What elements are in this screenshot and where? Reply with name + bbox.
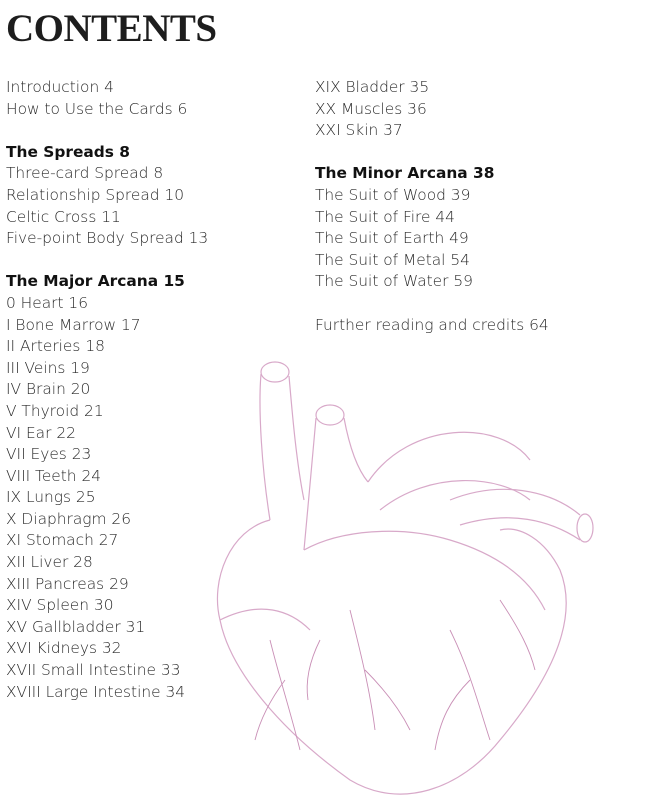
toc-entry: The Suit of Wood 39 bbox=[315, 185, 471, 204]
spacer bbox=[315, 142, 549, 164]
vessel-outline bbox=[450, 489, 580, 515]
toc-entry: 0 Heart 16 bbox=[6, 293, 88, 312]
spacer bbox=[6, 250, 208, 272]
section-heading: The Minor Arcana 38 bbox=[315, 164, 495, 183]
toc-entry: VI Ear 22 bbox=[6, 423, 76, 442]
toc-entry: The Suit of Water 59 bbox=[315, 272, 473, 291]
toc-entry: XI Stomach 27 bbox=[6, 531, 119, 550]
toc-entry: IX Lungs 25 bbox=[6, 488, 96, 507]
vessel-outline bbox=[289, 376, 304, 500]
vessel-outline bbox=[304, 418, 316, 550]
toc-entry: VII Eyes 23 bbox=[6, 445, 92, 464]
toc-entry: X Diaphragm 26 bbox=[6, 509, 131, 528]
toc-entry: XVI Kidneys 32 bbox=[6, 639, 122, 658]
section-heading: The Spreads 8 bbox=[6, 142, 131, 161]
contents-column-right bbox=[315, 77, 549, 336]
toc-entry: Five-point Body Spread 13 bbox=[6, 229, 209, 248]
coronary-vessel bbox=[307, 640, 320, 700]
vessel-outline bbox=[344, 418, 368, 482]
coronary-vessel bbox=[255, 680, 285, 740]
vessel-outline bbox=[368, 432, 530, 482]
toc-entry: XVII Small Intestine 33 bbox=[6, 661, 181, 680]
coronary-vessel bbox=[350, 610, 375, 730]
vessel-opening bbox=[316, 405, 344, 425]
toc-entry: XII Liver 28 bbox=[6, 553, 93, 572]
toc-entry: Celtic Cross 11 bbox=[6, 207, 121, 226]
heart-outline bbox=[220, 609, 310, 630]
coronary-vessel bbox=[450, 630, 490, 740]
toc-entry: Introduction 4 bbox=[6, 78, 114, 96]
toc-entry: Three-card Spread 8 bbox=[6, 164, 164, 183]
toc-entry: II Arteries 18 bbox=[6, 337, 105, 356]
heart-outline bbox=[217, 520, 566, 794]
toc-entry: XXI Skin 37 bbox=[315, 121, 403, 140]
toc-entry: XIV Spleen 30 bbox=[6, 596, 114, 615]
toc-entry: XX Muscles 36 bbox=[315, 99, 427, 118]
section-heading: The Major Arcana 15 bbox=[6, 272, 185, 291]
toc-entry: The Suit of Fire 44 bbox=[315, 207, 455, 226]
spacer bbox=[6, 120, 208, 142]
page-title: CONTENTS bbox=[6, 7, 217, 50]
toc-entry: IV Brain 20 bbox=[6, 380, 91, 399]
coronary-vessel bbox=[435, 680, 470, 750]
heart-outline bbox=[304, 531, 545, 610]
toc-entry: The Suit of Metal 54 bbox=[315, 250, 470, 269]
toc-entry: XV Gallbladder 31 bbox=[6, 617, 146, 636]
toc-entry: Further reading and credits 64 bbox=[315, 315, 549, 334]
spacer bbox=[315, 293, 549, 315]
anatomical-heart-illustration bbox=[200, 350, 600, 800]
toc-entry: The Suit of Earth 49 bbox=[315, 229, 469, 248]
toc-entry: XIX Bladder 35 bbox=[315, 78, 430, 96]
vessel-opening bbox=[261, 362, 289, 382]
toc-entry: I Bone Marrow 17 bbox=[6, 315, 141, 334]
toc-entry: XVIII Large Intestine 34 bbox=[6, 682, 186, 701]
toc-entry: Relationship Spread 10 bbox=[6, 185, 185, 204]
vessel-outline bbox=[380, 481, 530, 510]
contents-column-left bbox=[6, 77, 208, 703]
vessel-outline bbox=[460, 518, 580, 540]
toc-entry: VIII Teeth 24 bbox=[6, 466, 102, 485]
vessel-opening bbox=[577, 514, 593, 542]
vessel-outline bbox=[260, 374, 270, 520]
toc-entry: XIII Pancreas 29 bbox=[6, 574, 129, 593]
toc-entry: III Veins 19 bbox=[6, 358, 90, 377]
coronary-vessel bbox=[365, 670, 410, 730]
toc-entry: V Thyroid 21 bbox=[6, 401, 104, 420]
toc-entry: How to Use the Cards 6 bbox=[6, 99, 188, 118]
coronary-vessel bbox=[500, 600, 535, 670]
